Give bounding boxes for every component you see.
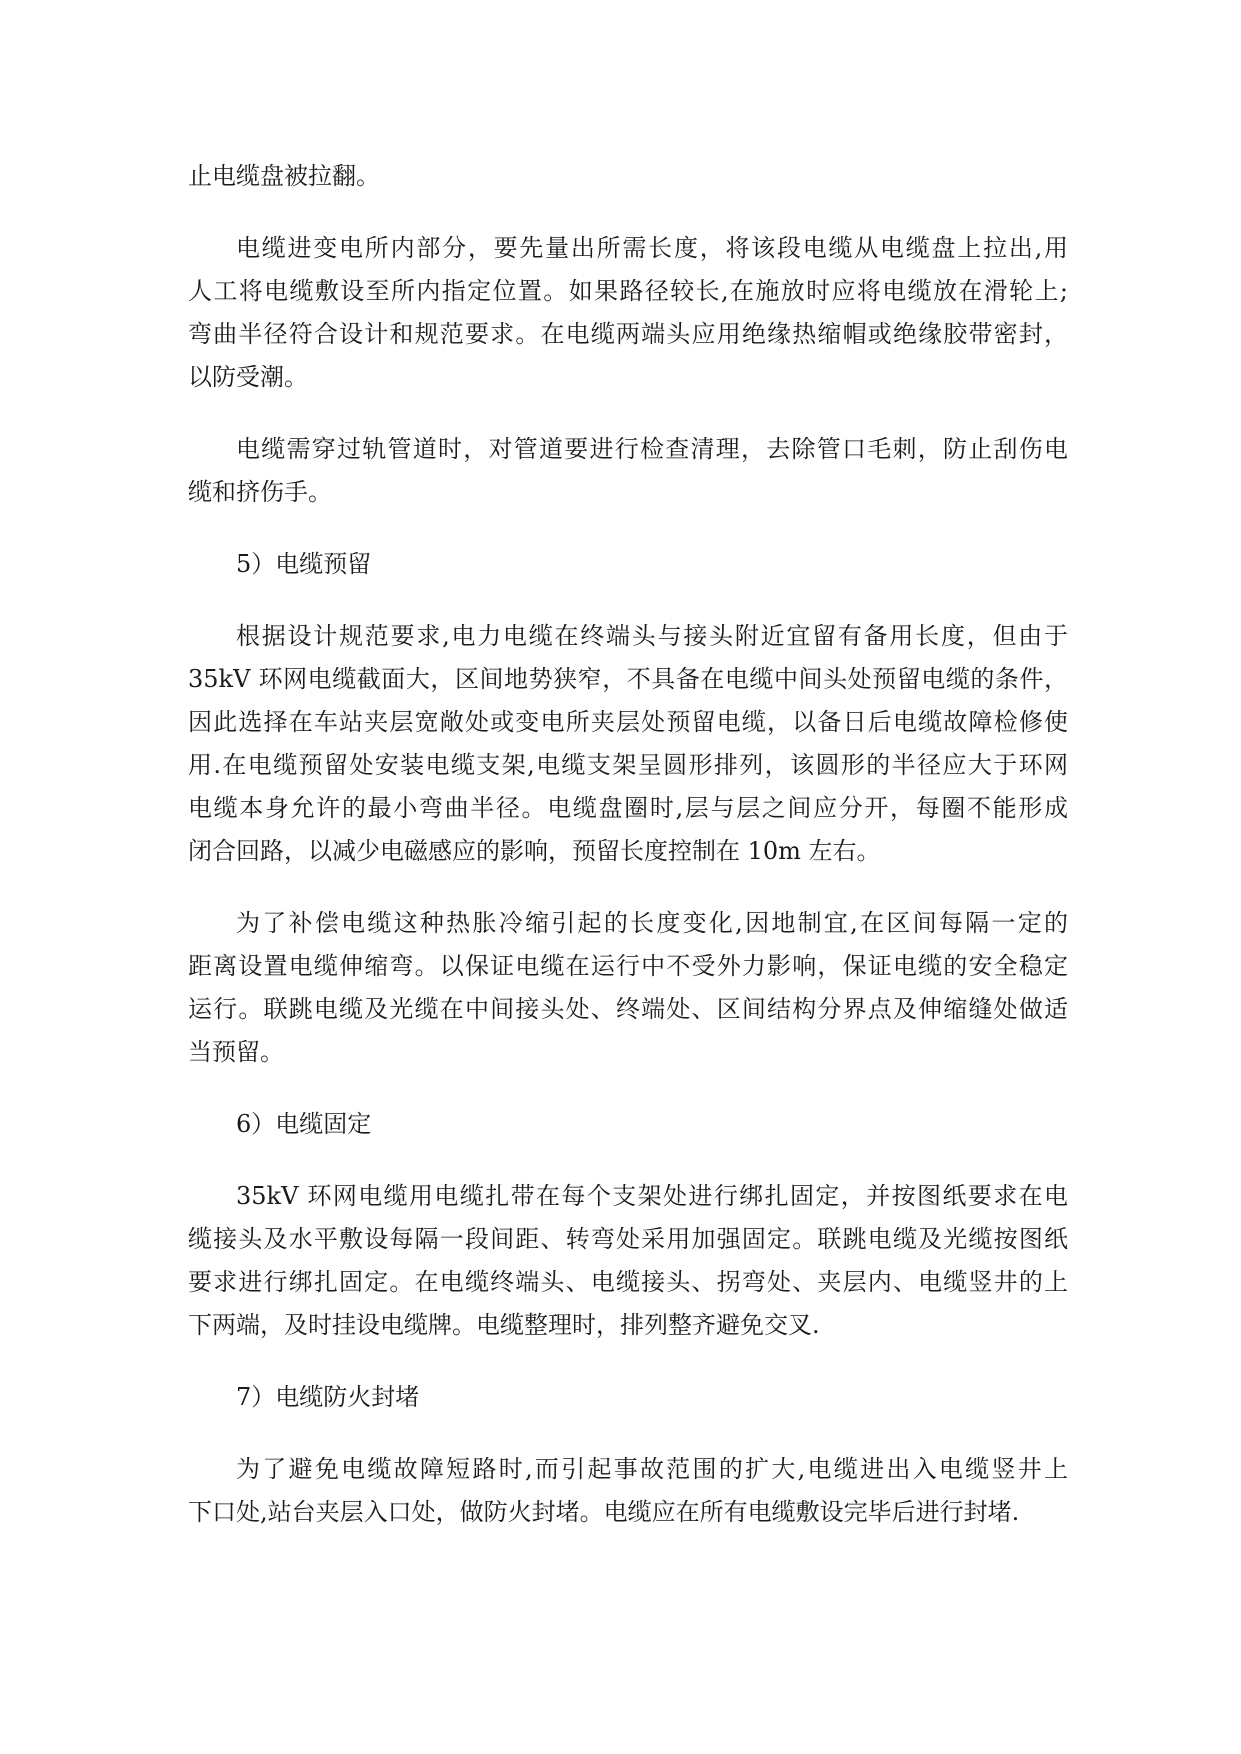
text-line: 要求进行绑扎固定。在电缆终端头、电缆接头、拐弯处、夹层内、电缆竖井的上 (188, 1268, 1068, 1296)
section-heading-cable-fixing (188, 1103, 1068, 1146)
text-line: 电缆本身允许的最小弯曲半径。电缆盘圈时,层与层之间应分开，每圈不能形成 (188, 794, 1068, 822)
text-line: 电缆需穿过轨管道时，对管道要进行检查清理，去除管口毛刺，防止刮伤电 (236, 435, 1068, 463)
text-line: 当预留。 (188, 1038, 284, 1066)
text-line: 电缆进变电所内部分，要先量出所需长度，将该段电缆从电缆盘上拉出,用 (236, 234, 1068, 262)
section-heading: 5）电缆预留 (236, 550, 372, 578)
text-line: 以防受潮。 (188, 363, 308, 391)
text-line: 根据设计规范要求,电力电缆在终端头与接头附近宜留有备用长度，但由于 (236, 622, 1068, 650)
text-line: 35kV 环网电缆用电缆扎带在每个支架处进行绑扎固定，并按图纸要求在电 (236, 1182, 1068, 1210)
paragraph-expansion-bend (188, 902, 1068, 1074)
text-line: 人工将电缆敷设至所内指定位置。如果路径较长,在施放时应将电缆放在滑轮上; (188, 277, 1068, 305)
text-line: 弯曲半径符合设计和规范要求。在电缆两端头应用绝缘热缩帽或绝缘胶带密封， (188, 320, 1068, 348)
text-line: 为了补偿电缆这种热胀冷缩引起的长度变化,因地制宜,在区间每隔一定的 (236, 909, 1068, 937)
text-line: 下两端，及时挂设电缆牌。电缆整理时，排列整齐避免交叉. (188, 1311, 820, 1339)
paragraph-cable-reserve (188, 615, 1068, 873)
text-line: 用.在电缆预留处安装电缆支架,电缆支架呈圆形排列，该圆形的半径应大于环网 (188, 751, 1068, 779)
section-heading-fire-sealing (188, 1376, 1068, 1419)
paragraph-cable-fixing (188, 1175, 1068, 1347)
text-line: 下口处,站台夹层入口处，做防火封堵。电缆应在所有电缆敷设完毕后进行封堵. (188, 1498, 1020, 1526)
text-line: 35kV 环网电缆截面大，区间地势狭窄，不具备在电缆中间头处预留电缆的条件， (188, 665, 1068, 693)
section-heading: 6）电缆固定 (236, 1110, 372, 1138)
document-body (188, 155, 1068, 1563)
text-line: 缆接头及水平敷设每隔一段间距、转弯处采用加强固定。联跳电缆及光缆按图纸 (188, 1225, 1068, 1253)
text-line: 距离设置电缆伸缩弯。以保证电缆在运行中不受外力影响，保证电缆的安全稳定 (188, 952, 1068, 980)
text-line: 止电缆盘被拉翻。 (188, 162, 380, 190)
section-heading-cable-reserve (188, 543, 1068, 586)
text-line: 运行。联跳电缆及光缆在中间接头处、终端处、区间结构分界点及伸缩缝处做适 (188, 995, 1068, 1023)
paragraph-fire-sealing (188, 1448, 1068, 1534)
paragraph-substation-laying (188, 227, 1068, 399)
text-line: 因此选择在车站夹层宽敞处或变电所夹层处预留电缆，以备日后电缆故障检修使 (188, 708, 1068, 736)
paragraph-pipe-passing (188, 428, 1068, 514)
section-heading: 7）电缆防火封堵 (236, 1383, 420, 1411)
text-line: 缆和挤伤手。 (188, 478, 332, 506)
text-line: 为了避免电缆故障短路时,而引起事故范围的扩大,电缆进出入电缆竖井上 (236, 1455, 1068, 1483)
paragraph-cable-reel-end (188, 155, 1068, 198)
text-line: 闭合回路，以减少电磁感应的影响，预留长度控制在 10m 左右。 (188, 837, 881, 865)
